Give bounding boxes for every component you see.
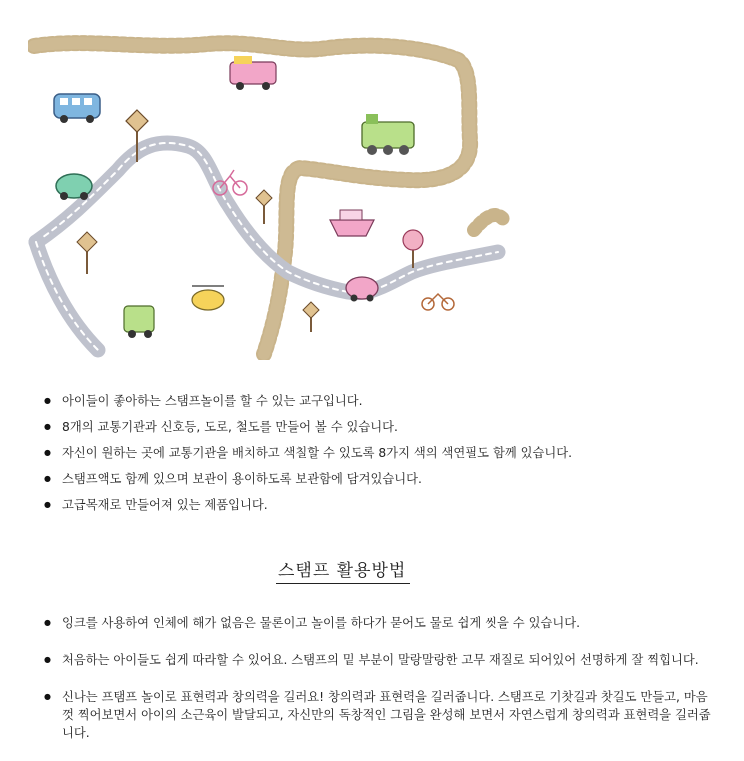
road-sign-icon <box>77 232 97 274</box>
list-item: ● 잉크를 사용하여 인체에 해가 없음은 물론이고 놀이를 하다가 묻어도 물로 쉽게 씻을 수 있습니다. <box>44 614 716 632</box>
truck-icon <box>124 306 154 338</box>
ship-icon <box>330 210 374 236</box>
train-icon <box>362 114 414 155</box>
list-item: ● 고급목재로 만들어져 있는 제품입니다. <box>44 496 572 522</box>
bus-icon <box>54 94 100 123</box>
list-item: ● 스탬프액도 함께 있으며 보관이 용이하도록 보관함에 담겨있습니다. <box>44 470 572 496</box>
list-item: ● 8개의 교통기관과 신호등, 도로, 철도를 만들어 볼 수 있습니다. <box>44 418 572 444</box>
road-sign-icon <box>303 302 319 332</box>
feature-list <box>44 392 572 522</box>
stamp-play-illustration <box>28 20 518 360</box>
motorcycle-icon <box>422 294 454 310</box>
usage-list <box>44 614 716 761</box>
train-icon <box>230 56 276 90</box>
list-item: ● 처음하는 아이들도 쉽게 따라할 수 있어요. 스탬프의 밑 부분이 말랑말랑한 고무 재질로 되어있어 선명하게 잘 찍힙니다. <box>44 651 716 669</box>
list-item: ● 아이들이 좋아하는 스탬프놀이를 할 수 있는 교구입니다. <box>44 392 572 418</box>
helicopter-icon <box>192 286 224 310</box>
car-icon <box>56 174 92 200</box>
section-title: 스탬프 활용방법 <box>276 556 410 584</box>
road-sign-icon <box>256 190 272 224</box>
list-item: ● 신나는 프탬프 놀이로 표현력과 창의력을 길러요! 창의력과 표현력을 길러줍니다. 스탬프로 기찻길과 찻길도 만들고, 마음껏 찍어보면서 아이의 소근육이 발달되고, 자신만의 독창적인 그림을 완성해 보면서 자연스럽게 창의력과 표현력을 길러줍니다. <box>44 688 716 742</box>
list-item: ● 자신이 원하는 곳에 교통기관을 배치하고 색칠할 수 있도록 8가지 색의 색연필도 함께 있습니다. <box>44 444 572 470</box>
car-icon <box>346 277 378 302</box>
